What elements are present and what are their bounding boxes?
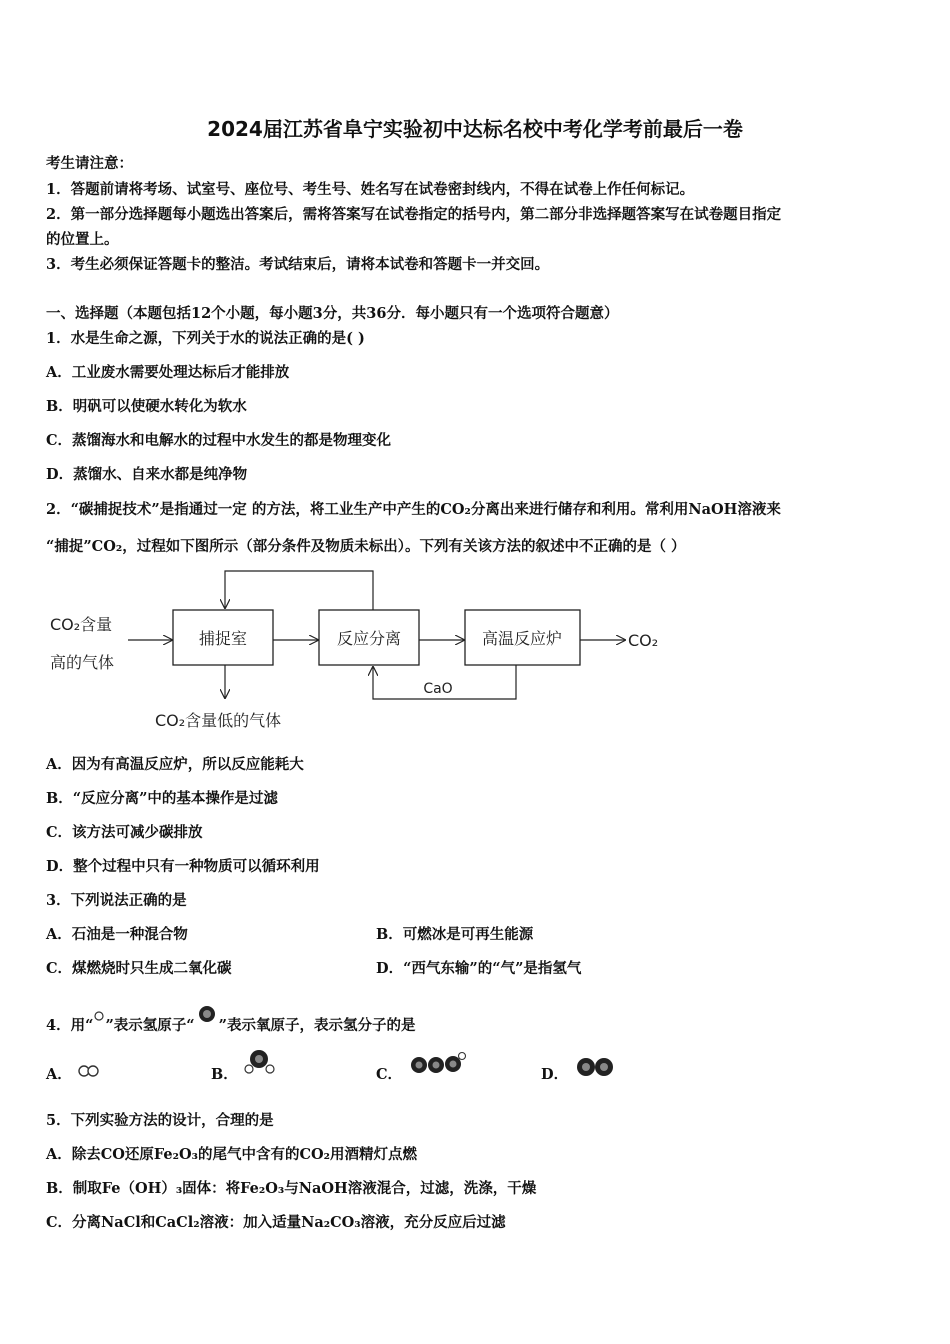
notice-item: 的位置上。 — [46, 231, 119, 248]
input-gas-label-1: CO₂含量 — [50, 615, 113, 634]
q3-option-b: B．可燃冰是可再生能源 — [376, 926, 534, 943]
q2-option-c: C．该方法可减少碳排放 — [46, 824, 203, 841]
question-3-stem: 3．下列说法正确的是 — [46, 892, 187, 909]
q1-option-a: A．工业废水需要处理达标后才能排放 — [46, 364, 290, 381]
notice-item: 1．答题前请将考场、试室号、座位号、考生号、姓名写在试卷密封线内，不得在试卷上作任何标记。 — [46, 181, 695, 198]
q3-option-d: D．“西气东输”的“气”是指氢气 — [376, 960, 582, 977]
question-4-stem — [46, 1004, 415, 1035]
q4-option-a-label: A． — [46, 1066, 72, 1083]
question-1-stem: 1．水是生命之源，下列关于水的说法正确的是( ) — [46, 330, 365, 347]
question-2-stem-cont: “捕捉”CO₂，过程如下图所示（部分条件及物质未标出）。下列有关该方法的叙述中不正确的是（ ） — [46, 538, 686, 555]
h2-molecule-icon — [76, 1062, 102, 1080]
q1-option-c: C．蒸馏海水和电解水的过程中水发生的都是物理变化 — [46, 432, 392, 449]
separation-label: 反应分离 — [336, 629, 402, 648]
q4-stem-part: ”表示氢原子“ — [105, 1017, 195, 1034]
notice-heading: 考生请注意： — [46, 155, 133, 172]
q1-option-b: B．明矾可以使硬水转化为软水 — [46, 398, 247, 415]
q5-option-c: C．分离NaCl和CaCl₂溶液：加入适量Na₂CO₃溶液，充分反应后过滤 — [46, 1214, 506, 1231]
q4-stem-part: 4．用“ — [46, 1017, 94, 1034]
q4-option-c-label: C． — [376, 1066, 403, 1083]
question-2-stem: 2．“碳捕捉技术”是指通过一定 的方法，将工业生产中产生的CO₂分离出来进行储存和利用。常利用NaOH溶液来 — [46, 501, 781, 518]
q2-option-a: A．因为有高温反应炉，所以反应能耗大 — [46, 756, 304, 773]
notice-item: 2．第一部分选择题每小题选出答案后，需将答案写在试卷指定的括号内，第二部分非选择题答案写在试卷题目指定 — [46, 206, 782, 223]
q5-option-b: B．制取Fe（OH）₃固体：将Fe₂O₃与NaOH溶液混合，过滤，洗涤，干燥 — [46, 1180, 537, 1197]
q3-option-a: A．石油是一种混合物 — [46, 926, 188, 943]
cao-label: CaO — [423, 681, 453, 697]
output-co2-label: CO₂ — [628, 631, 659, 650]
triatomic-molecule-icon — [408, 1050, 468, 1078]
q4-option-d-label: D． — [541, 1066, 569, 1083]
q4-stem-part: ”表示氧原子，表示氢分子的是 — [218, 1017, 416, 1034]
q2-option-d: D．整个过程中只有一种物质可以循环利用 — [46, 858, 320, 875]
exhaust-gas-label: CO₂含量低的气体 — [155, 711, 282, 730]
q2-option-b: B．“反应分离”中的基本操作是过滤 — [46, 790, 278, 807]
carbon-capture-flow-diagram — [40, 568, 680, 738]
oxygen-atom-icon — [195, 1004, 219, 1026]
q3-option-c: C．煤燃烧时只生成二氧化碳 — [46, 960, 232, 977]
q5-option-a: A．除去CO还原Fe₂O₃的尾气中含有的CO₂用酒精灯点燃 — [46, 1146, 418, 1163]
hydrogen-atom-icon — [93, 1010, 105, 1024]
input-gas-label-2: 高的气体 — [50, 653, 115, 672]
q1-option-d: D．蒸馏水、自来水都是纯净物 — [46, 466, 248, 483]
kiln-label: 高温反应炉 — [481, 629, 563, 648]
section-heading: 一、选择题（本题包括12个小题，每小题3分，共36分．每小题只有一个选项符合题意） — [46, 305, 619, 322]
o2-molecule-icon — [574, 1054, 618, 1080]
water-molecule-icon — [241, 1047, 281, 1077]
capture-chamber-label: 捕捉室 — [198, 629, 248, 648]
notice-item: 3．考生必须保证答题卡的整洁。考试结束后，请将本试卷和答题卡一并交回。 — [46, 256, 550, 273]
page-title: 2024届江苏省阜宁实验初中达标名校中考化学考前最后一卷 — [207, 117, 743, 141]
question-5-stem: 5．下列实验方法的设计，合理的是 — [46, 1112, 274, 1129]
q4-option-b-label: B． — [211, 1066, 238, 1083]
recycle-top-arrow — [225, 571, 373, 610]
